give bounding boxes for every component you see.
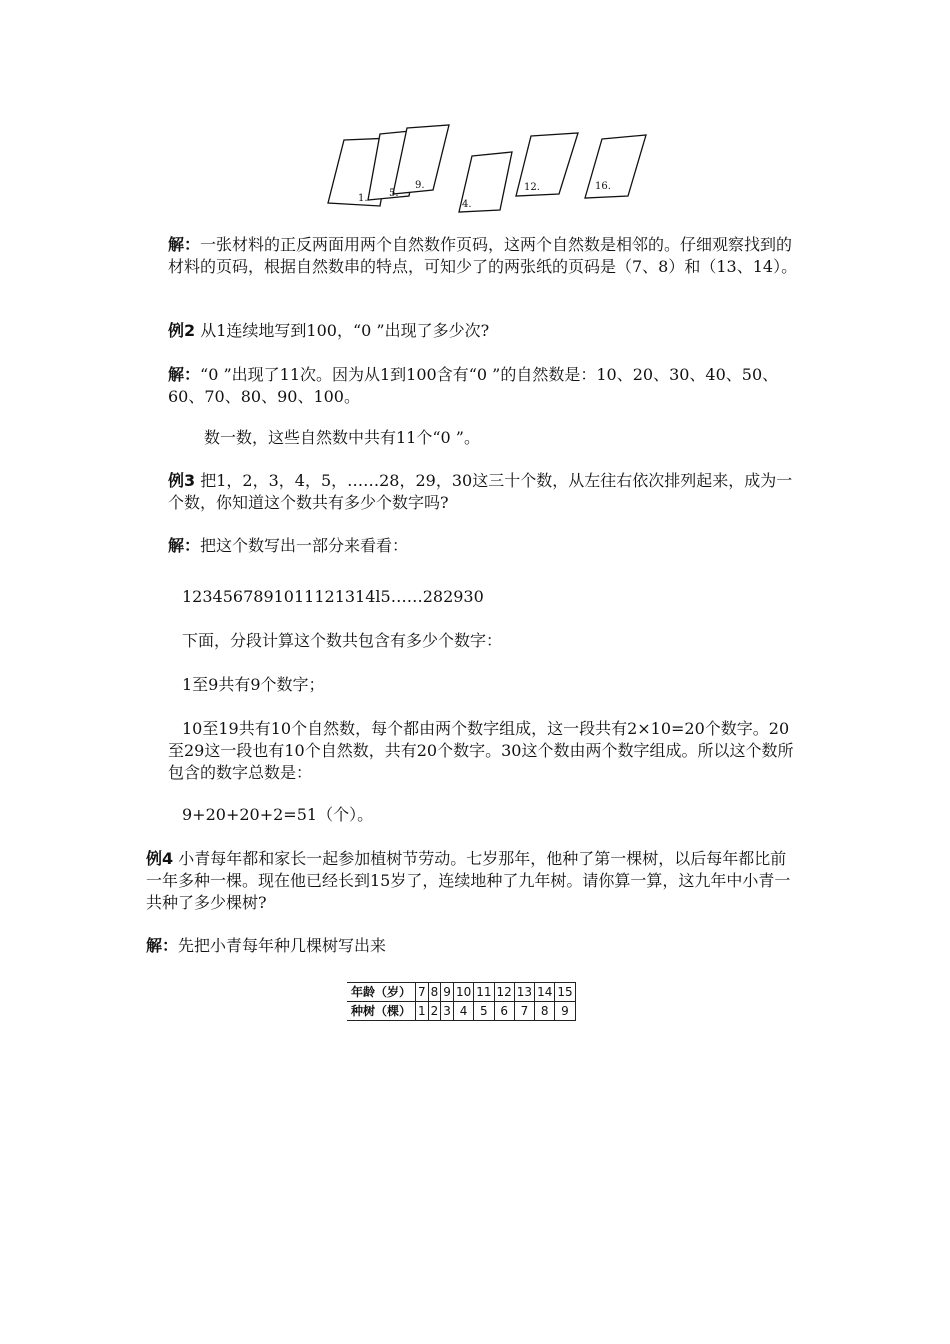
table-row-trees [347, 1002, 575, 1021]
table-cell: 14 [535, 983, 555, 1002]
row-header-age: 年龄（岁） [347, 983, 416, 1002]
solution-3-number: 1234567891011121314l5……282930 [182, 587, 484, 606]
table-cell: 9 [555, 1002, 575, 1021]
example-4 [146, 848, 798, 914]
table-cell: 3 [441, 1002, 454, 1021]
table-cell: 11 [474, 983, 494, 1002]
table-cell: 15 [555, 983, 575, 1002]
table-cell: 13 [514, 983, 534, 1002]
table-cell: 2 [428, 1002, 441, 1021]
table-cell: 1 [416, 1002, 429, 1021]
table-cell: 6 [494, 1002, 514, 1021]
solution-2-label: 解： [168, 365, 201, 384]
example-4-label: 例4 [146, 849, 174, 868]
solution-1-text: 一张材料的正反两面用两个自然数作页码，这两个自然数是相邻的。仔细观察找到的材料的页码，根据自然数串的特点，可知少了的两张纸的页码是（7、8）和（13、14）。 [168, 235, 798, 276]
example-2-label: 例2 [168, 321, 196, 340]
example-2-text: 从1连续地写到100，“0 ”出现了多少次? [195, 321, 490, 340]
solution-2 [168, 364, 798, 408]
table-cell: 4 [453, 1002, 473, 1021]
page-label-16: 16. [595, 181, 611, 192]
example-3-label: 例3 [168, 471, 196, 490]
example-4-text: 小青每年都和家长一起参加植树节劳动。七岁那年，他种了第一棵树，以后每年都比前一年多种一棵。现在他已经长到15岁了，连续地种了九年树。请你算一算，这九年中小青一共种了多少棵树? [146, 849, 791, 912]
solution-3-step-1: 下面，分段计算这个数共包含有多少个数字： [182, 631, 503, 650]
solution-3-label: 解： [168, 536, 201, 555]
table-cell: 7 [514, 1002, 534, 1021]
solution-3-intro: 把这个数写出一部分来看看： [200, 536, 409, 555]
solution-1-label: 解： [168, 235, 201, 254]
tree-planting-table [347, 982, 576, 1021]
table-cell: 8 [428, 983, 441, 1002]
row-header-trees: 种树（棵） [347, 1002, 416, 1021]
solution-1 [168, 234, 798, 278]
table-cell: 12 [494, 983, 514, 1002]
solution-4 [146, 935, 798, 957]
table-cell: 7 [416, 983, 429, 1002]
solution-3-step-2: 1至9共有9个数字； [182, 675, 325, 694]
example-2 [168, 320, 798, 342]
solution-3-step-3: 10至19共有10个自然数，每个都由两个数字组成，这一段共有2×10=20个数字。20至29这一段也有10个自然数，共有20个数字。30这个数由两个数字组成。所以这个数所包含的数字总数是： [168, 719, 794, 782]
example-3 [168, 470, 798, 514]
loose-pages-figure [325, 118, 655, 218]
solution-4-text: 先把小青每年种几棵树写出来 [178, 936, 387, 955]
solution-4-label: 解： [146, 936, 179, 955]
table-cell: 8 [535, 1002, 555, 1021]
page-label-12: 12. [524, 182, 540, 193]
page-label-5: 5. [389, 188, 399, 199]
solution-3 [168, 535, 798, 557]
solution-2-text: “0 ”出现了11次。因为从1到100含有“0 ”的自然数是：10、20、30、40、50、60、70、80、90、100。 [168, 365, 779, 406]
solution-2-count-line: 数一数，这些自然数中共有11个“0 ”。 [204, 428, 480, 447]
page-label-4: 4. [462, 199, 472, 210]
page-label-9: 9. [415, 180, 425, 191]
table-cell: 9 [441, 983, 454, 1002]
table-row-age [347, 983, 575, 1002]
table-cell: 10 [453, 983, 473, 1002]
example-3-text: 把1，2，3，4，5，……28，29，30这三十个数，从左往右依次排列起来，成为一个数，你知道这个数共有多少个数字吗? [168, 471, 793, 512]
table-cell: 5 [474, 1002, 494, 1021]
solution-3-result: 9+20+20+2=51（个）。 [182, 805, 374, 824]
page-label-1: 1. [358, 193, 368, 204]
